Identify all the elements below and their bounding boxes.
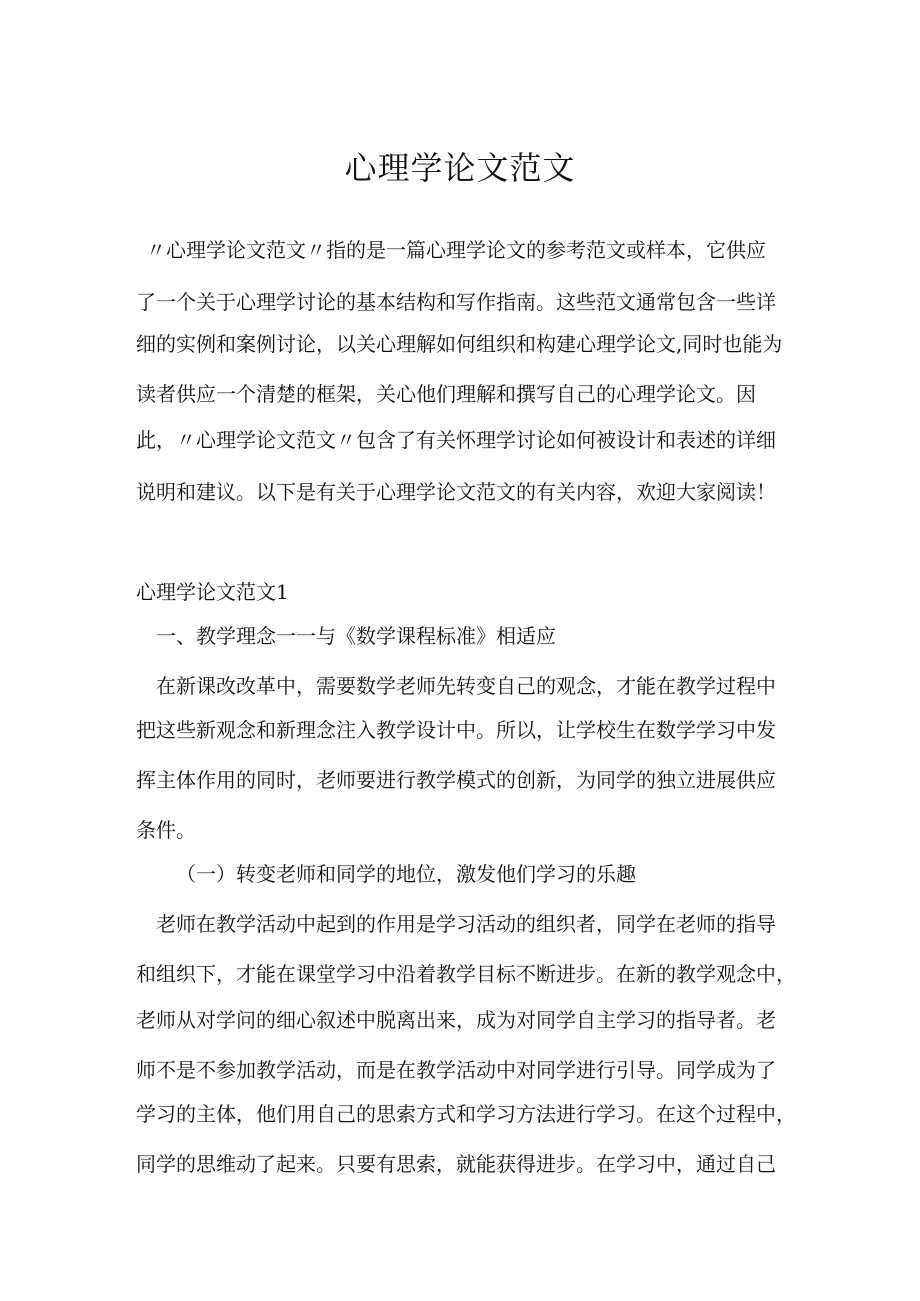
paragraph-line: 把这些新观念和新理念注入教学设计中。所以，让学校生在数学学习中发 <box>136 718 776 742</box>
intro-line: 读者供应一个清楚的框架，关心他们理解和撰写自己的心理学论文。因 <box>136 382 756 406</box>
paragraph-line: 同学的思维动了起来。只要有思索，就能获得进步。在学习中，通过自己 <box>136 1152 776 1176</box>
heading-2: （一）转变老师和同学的地位，激发他们学习的乐趣 <box>176 862 636 886</box>
paragraph-line: 条件。 <box>136 818 196 842</box>
paragraph-line: 老师在教学活动中起到的作用是学习活动的组织者，同学在老师的指导 <box>156 912 776 936</box>
intro-line: 了一个关于心理学讨论的基本结构和写作指南。这些范文通常包含一些详 <box>136 290 776 314</box>
intro-line: 〃心理学论文范文〃指的是一篇心理学论文的参考范文或样本，它供应 <box>146 238 766 262</box>
intro-line: 说明和建议。以下是有关于心理学论文范文的有关内容，欢迎大家阅读！ <box>136 480 776 504</box>
paragraph-line: 挥主体作用的同时，老师要进行教学模式的创新，为同学的独立进展供应 <box>136 768 776 792</box>
paragraph-line: 老师从对学问的细心叙述中脱离出来，成为对同学自主学习的指导者。老 <box>136 1008 776 1032</box>
paragraph-line: 在新课改改革中，需要数学老师先转变自己的观念，才能在教学过程中 <box>156 674 776 698</box>
intro-line: 细的实例和案例讨论，以关心理解如何组织和构建心理学论文,同时也能为 <box>136 332 783 356</box>
paragraph-line: 学习的主体，他们用自己的思索方式和学习方法进行学习。在这个过程中， <box>136 1102 796 1126</box>
section-title: 心理学论文范文1 <box>136 580 289 604</box>
heading-1: 一、教学理念一一与《数学课程标准》相适应 <box>156 624 556 648</box>
paragraph-line: 和组织下，才能在课堂学习中沿着教学目标不断进步。在新的教学观念中， <box>136 962 796 986</box>
paragraph-line: 师不是不参加教学活动，而是在教学活动中对同学进行引导。同学成为了 <box>136 1058 776 1082</box>
document-title: 心理学论文范文 <box>344 149 576 187</box>
intro-line: 此，〃心理学论文范文〃包含了有关怀理学讨论如何被设计和表述的详细 <box>136 428 776 452</box>
